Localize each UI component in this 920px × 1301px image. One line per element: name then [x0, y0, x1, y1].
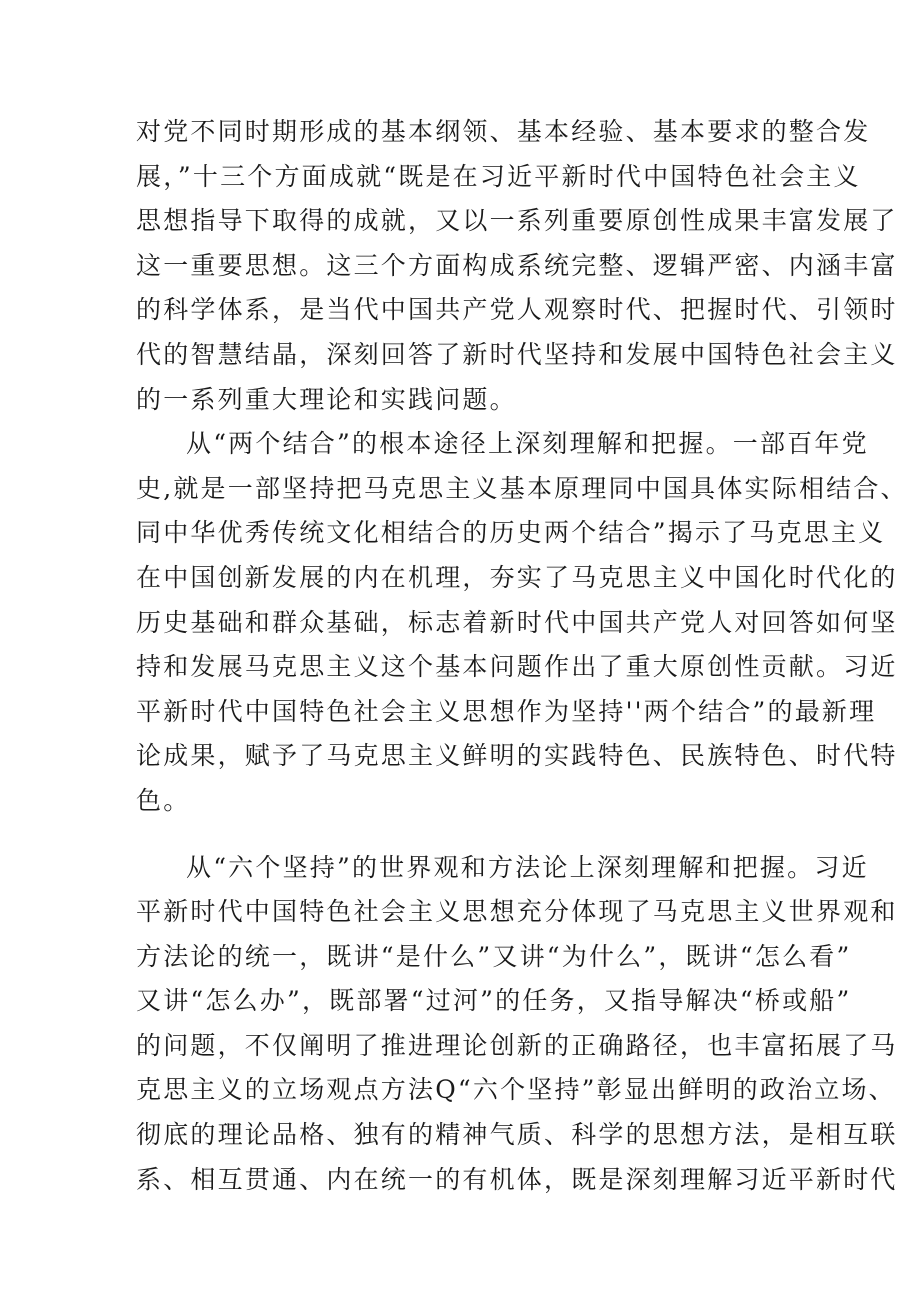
text-line: 这一重要思想。这三个方面构成系统完整、逻辑严密、内涵丰富	[136, 250, 898, 280]
text-line: 在中国创新发展的内在机理，夯实了马克思主义中国化时代化的	[136, 562, 898, 592]
text-line: 平新时代中国特色社会主义思想充分体现了马克思主义世界观和	[136, 897, 898, 927]
text-line: 克思主义的立场观点方法Q“六个坚持”彰显出鲜明的政治立场、	[136, 1075, 896, 1105]
text-line: 平新时代中国特色社会主义思想作为坚持''两个结合”的最新理	[136, 696, 877, 726]
paragraph-2	[136, 422, 908, 823]
text-line: 系、相互贯通、内在统一的有机体，既是深刻理解习近平新时代	[136, 1164, 898, 1194]
text-line: 持和发展马克思主义这个基本问题作出了重大原创性贡献。习近	[136, 652, 898, 682]
text-line: 从“两个结合”的根本途径上深刻理解和把握。一部百年党	[186, 429, 869, 459]
paragraph-1	[136, 110, 898, 422]
text-line: 论成果，赋予了马克思主义鲜明的实践特色、民族特色、时代特	[136, 741, 898, 771]
text-line: 从“六个坚持”的世界观和方法论上深刻理解和把握。习近	[186, 852, 869, 882]
text-line: 的科学体系，是当代中国共产党人观察时代、把握时代、引领时	[136, 295, 898, 325]
paragraph-3	[136, 846, 898, 1203]
document-body	[136, 110, 908, 1202]
text-line: 对党不同时期形成的基本纲领、基本经验、基本要求的整合发	[136, 117, 871, 146]
text-line: 又讲“怎么办”，既部署“过河”的任务，又指导解决“桥或船”	[136, 986, 852, 1016]
text-line: 历史基础和群众基础，标志着新时代中国共产党人对回答如何坚	[136, 607, 898, 637]
text-line: 色。	[136, 785, 191, 815]
text-line: 的问题，不仅阐明了推进理论创新的正确路径，也丰富拓展了马	[136, 1030, 898, 1060]
text-line: 同中华优秀传统文化相结合的历史两个结合”揭示了马克思主义	[136, 518, 886, 548]
text-line: 代的智慧结晶，深刻回答了新时代坚持和发展中国特色社会主义	[136, 339, 898, 369]
text-line: 彻底的理论品格、独有的精神气质、科学的思想方法，是相互联	[136, 1120, 898, 1150]
text-line: 展，”十三个方面成就“既是在习近平新时代中国特色社会主义	[136, 161, 861, 191]
text-line: 思想指导下取得的成就，又以一系列重要原创性成果丰富发展了	[136, 206, 898, 236]
paragraph-spacer	[136, 824, 788, 846]
text-line: 的一系列重大理论和实践问题。	[136, 384, 517, 414]
text-line: 方法论的统一，既讲“是什么”又讲“为什么”，既讲“怎么看”	[136, 941, 852, 971]
text-line: 史,就是一部坚持把马克思主义基本原理同中国具体实际相结合、	[136, 473, 908, 503]
